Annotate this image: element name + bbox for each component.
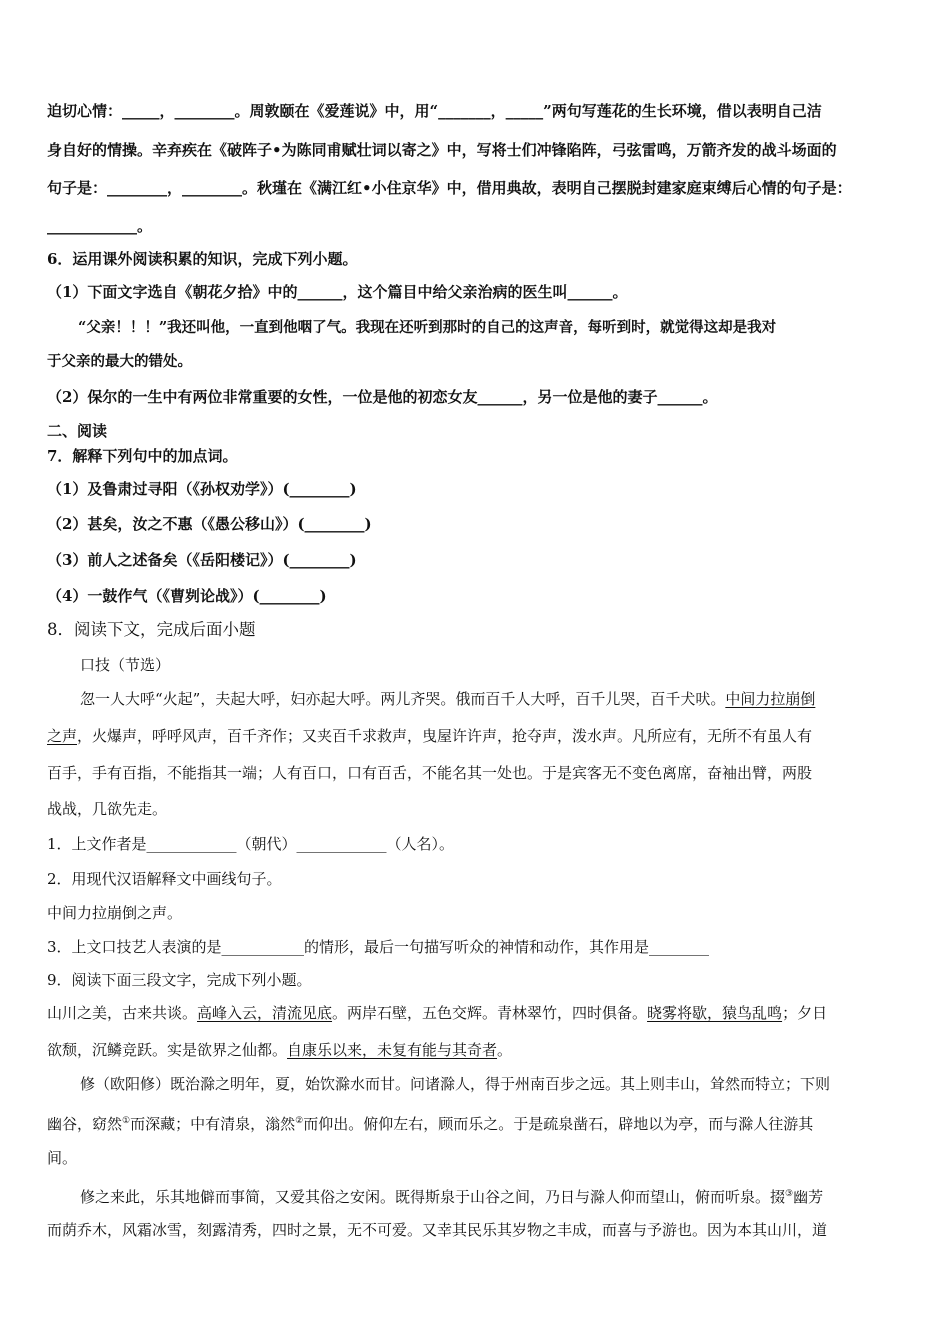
q9-a1-text-c: ；夕日 bbox=[782, 1004, 828, 1022]
q7-item-3: （3）前人之述备矣（《岳阳楼记》）(________) bbox=[47, 551, 357, 569]
q9-a2-text: 欲颓，沉鳞竞跃。实是欲界之仙都。 bbox=[47, 1041, 288, 1059]
q9-underlined-a1: 高峰入云，清流见底 bbox=[197, 1004, 333, 1022]
q9-underlined-a3: 自康乐以来，未复有能与其奇者 bbox=[287, 1041, 498, 1059]
q9-text-c-line-2: 而荫乔木，风霜冰雪，刻露清秀，四时之景，无不可爱。又幸其民乐其岁物之丰成，而喜与予游也。因为本其山川，道 bbox=[47, 1221, 828, 1239]
q9-b2-text: 幽谷，窈然 bbox=[47, 1115, 123, 1133]
q8-underlined-sentence-a: 中间力拉崩倒 bbox=[725, 690, 816, 708]
q9-a2-text-b: 。 bbox=[497, 1041, 513, 1059]
q8-passage-line-4: 战战，几欲先走。 bbox=[47, 800, 168, 818]
q9-text-b-line-1: 修（欧阳修）既治滁之明年，夏，始饮滁水而甘。问诸滁人，得于州南百步之远。其上则丰山，耸然而特立；下则 bbox=[80, 1075, 831, 1093]
q7-item-1: （1）及鲁肃过寻阳（《孙权劝学》）(________) bbox=[47, 480, 357, 498]
q5-line-2: 身自好的情操。辛弃疾在《破阵子•为陈同甫赋壮词以寄之》中，写将士们冲锋陷阵，弓弦雷鸣，万箭齐发的战斗场面的 bbox=[47, 141, 837, 159]
section-heading: 二、阅读 bbox=[47, 422, 108, 440]
footnote-mark-3: ③ bbox=[785, 1189, 794, 1199]
q8-underlined-sentence-b: 之声 bbox=[47, 727, 78, 745]
q8-title: 8．阅读下文，完成后面小题 bbox=[47, 620, 256, 639]
q9-text-a-line-2 bbox=[47, 1040, 512, 1060]
q9-c1-text-b: 幽芳 bbox=[793, 1188, 824, 1206]
q6-part-2: （2）保尔的一生中有两位非常重要的女性，一位是他的初恋女友______，另一位是他的妻子______。 bbox=[47, 388, 718, 406]
q7-item-4: （4）一鼓作气（《曹刿论战》）(________) bbox=[47, 587, 327, 605]
q8-p1-text: 忽一人大呼“火起”，夫起大呼，妇亦起大呼。两儿齐哭。俄而百千人大呼，百千儿哭，百千犬吠。 bbox=[80, 690, 726, 708]
q7-title: 7．解释下列句中的加点词。 bbox=[47, 447, 238, 465]
q9-text-b-line-2 bbox=[47, 1111, 813, 1134]
q8-passage-line-3: 百手，手有百指，不能指其一端；人有百口，口有百舌，不能名其一处也。于是宾客无不变色离席，奋袖出臂，两股 bbox=[47, 764, 813, 782]
footnote-mark-2: ② bbox=[295, 1116, 304, 1126]
q8-subquestion-3: 3．上文口技艺人表演的是___________的情形，最后一句描写听众的神情和动作，其作用是________ bbox=[47, 938, 710, 956]
q5-line-1: 迫切心情：_____，________。周敦颐在《爱莲说》中，用“_______，_____”两句写莲花的生长环境，借以表明自己洁 bbox=[47, 102, 822, 120]
q9-c1-text: 修之来此，乐其地僻而事简，又爱其俗之安闲。既得斯泉于山谷之间，乃日与滁人仰而望山，俯而听泉。掇 bbox=[80, 1188, 786, 1206]
q9-a1-text: 山川之美，古来共谈。 bbox=[47, 1004, 198, 1022]
q8-p2-text: ，火爆声，呼呼风声，百千齐作；又夹百千求救声，曳屋许许声，抢夺声，泼水声。凡所应有，无所不有虽人有 bbox=[77, 727, 813, 745]
q9-a1-text-b: 。两岸石壁，五色交辉。青林翠竹，四时俱备。 bbox=[332, 1004, 648, 1022]
q9-title: 9．阅读下面三段文字，完成下列小题。 bbox=[47, 971, 312, 989]
q8-subquestion-1: 1．上文作者是____________（朝代）____________（人名）。 bbox=[47, 835, 455, 853]
q9-text-a-line-1 bbox=[47, 1003, 827, 1023]
q9-b2-text-c: 而仰出。俯仰左右，顾而乐之。于是疏泉凿石，辟地以为亭，而与滁人往游其 bbox=[303, 1115, 814, 1133]
q5-line-4: ____________。 bbox=[47, 217, 153, 235]
q9-text-b-line-3: 间。 bbox=[47, 1149, 78, 1167]
footnote-mark-1: ① bbox=[122, 1116, 131, 1126]
q8-subquestion-2: 2．用现代汉语解释文中画线句子。 bbox=[47, 870, 282, 888]
q6-quote-line-1: “父亲！！！”我还叫他，一直到他咽了气。我现在还听到那时的自己的这声音，每听到时，就觉得这却是我对 bbox=[78, 319, 777, 336]
q5-line-3: 句子是：________，________。秋瑾在《满江红•小住京华》中，借用典故，表明自己摆脱封建家庭束缚后心情的句子是： bbox=[47, 179, 852, 197]
q8-passage-line-2 bbox=[47, 726, 812, 746]
q9-b2-text-b: 而深藏；中有清泉，滃然 bbox=[130, 1115, 296, 1133]
q8-passage-title: 口技（节选） bbox=[80, 656, 171, 674]
q6-part-1: （1）下面文字选自《朝花夕拾》中的______，这个篇目中给父亲治病的医生叫______。 bbox=[47, 283, 628, 301]
q8-subquestion-2-sentence: 中间力拉崩倒之声。 bbox=[47, 904, 183, 922]
q9-text-c-line-1 bbox=[80, 1184, 823, 1207]
q6-quote-line-2: 于父亲的最大的错处。 bbox=[47, 353, 192, 370]
q7-item-2: （2）甚矣，汝之不惠（《愚公移山》）(________) bbox=[47, 515, 372, 533]
q6-title: 6．运用课外阅读积累的知识，完成下列小题。 bbox=[47, 250, 358, 268]
q8-passage-line-1 bbox=[80, 689, 815, 709]
q9-underlined-a2: 晓雾将歇，猿鸟乱鸣 bbox=[647, 1004, 783, 1022]
